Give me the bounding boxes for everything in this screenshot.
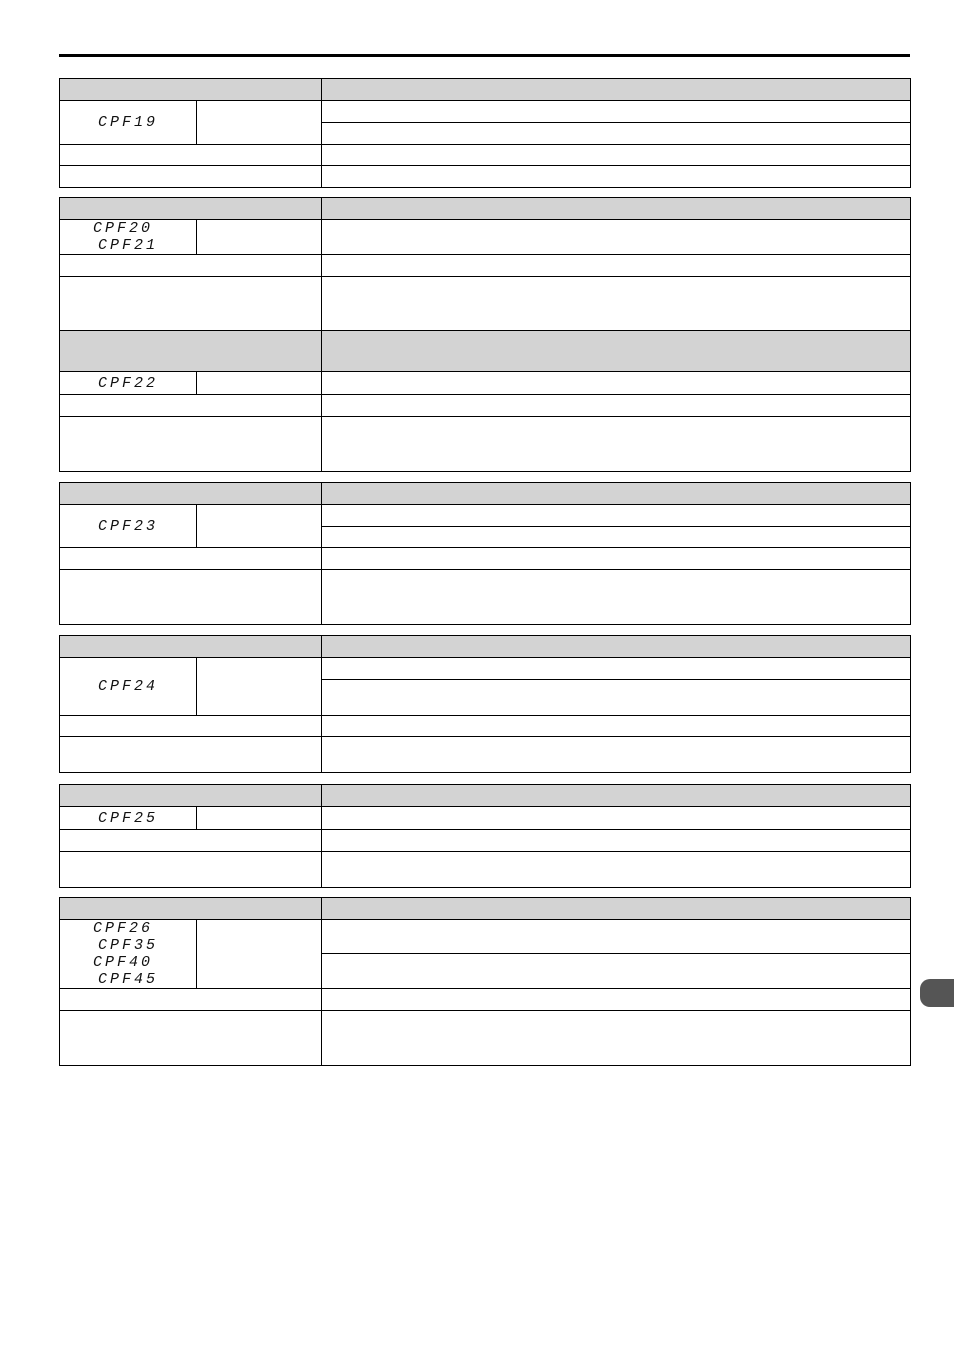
remedy-cell xyxy=(322,166,911,188)
cause-cell xyxy=(60,570,322,625)
section-tab xyxy=(920,979,954,1007)
display-code-cell xyxy=(60,920,197,989)
header-right-cell xyxy=(322,898,911,920)
header-right-cell xyxy=(322,79,911,101)
header-left-cell xyxy=(60,79,322,101)
header-left-cell xyxy=(60,636,322,658)
remedy-cell xyxy=(322,277,911,332)
fault-name-cell xyxy=(197,101,322,145)
description-cell xyxy=(322,220,911,255)
description-cell xyxy=(322,920,911,954)
remedy-cell xyxy=(322,830,911,852)
fault-name-cell xyxy=(197,505,322,548)
header-left-cell xyxy=(60,198,322,220)
display-code: CPF20 xyxy=(92,220,153,237)
fault-table-cpf25 xyxy=(59,784,911,888)
display-code-cell xyxy=(60,658,197,716)
fault-name-cell xyxy=(197,220,322,255)
display-code-cell xyxy=(60,372,197,395)
top-rule xyxy=(59,54,910,57)
header-right-cell xyxy=(322,331,911,372)
display-code-cell xyxy=(60,220,197,255)
fault-name-cell xyxy=(197,372,322,395)
display-code: CPF45 xyxy=(97,971,158,988)
cause-cell xyxy=(60,145,322,166)
description-cell xyxy=(322,101,911,123)
cause-cell xyxy=(60,255,322,277)
header-right-cell xyxy=(322,483,911,505)
description-cell xyxy=(322,658,911,680)
fault-table-cpf19 xyxy=(59,78,911,188)
display-code: CPF23 xyxy=(97,517,158,535)
header-right-cell xyxy=(322,636,911,658)
description-cell xyxy=(322,372,911,395)
cause-cell xyxy=(60,277,322,332)
fault-table-cpf26-45 xyxy=(59,897,911,1066)
fault-name-cell xyxy=(197,807,322,830)
display-code: CPF35 xyxy=(97,937,158,954)
cause-cell xyxy=(60,417,322,472)
description-cell xyxy=(322,807,911,830)
display-code: CPF21 xyxy=(97,237,158,254)
remedy-cell xyxy=(322,989,911,1011)
header-right-cell xyxy=(322,198,911,220)
cause-cell xyxy=(60,830,322,852)
remedy-cell xyxy=(322,737,911,773)
header-left-cell xyxy=(60,331,322,372)
remedy-cell xyxy=(322,395,911,417)
remedy-cell xyxy=(322,145,911,166)
cause-cell xyxy=(60,548,322,570)
cause-cell xyxy=(60,989,322,1011)
fault-table-cpf20-21 xyxy=(59,197,911,332)
remedy-cell xyxy=(322,1011,911,1066)
cause-cell xyxy=(60,166,322,188)
fault-table-cpf22 xyxy=(59,330,911,472)
display-code-cell xyxy=(60,807,197,830)
fault-table-cpf23 xyxy=(59,482,911,625)
remedy-cell xyxy=(322,255,911,277)
cause-cell xyxy=(60,737,322,773)
display-code: CPF22 xyxy=(97,374,158,392)
description-cell xyxy=(322,527,911,548)
description-cell xyxy=(322,680,911,716)
cause-cell xyxy=(60,716,322,737)
display-code: CPF25 xyxy=(97,809,158,827)
header-right-cell xyxy=(322,785,911,807)
display-code: CPF19 xyxy=(97,114,158,131)
remedy-cell xyxy=(322,852,911,888)
description-cell xyxy=(322,123,911,145)
fault-name-cell xyxy=(197,658,322,716)
cause-cell xyxy=(60,852,322,888)
description-cell xyxy=(322,953,911,988)
header-left-cell xyxy=(60,898,322,920)
remedy-cell xyxy=(322,570,911,625)
header-left-cell xyxy=(60,483,322,505)
fault-name-cell xyxy=(197,920,322,989)
description-cell xyxy=(322,505,911,527)
display-code: CPF26 xyxy=(92,920,153,937)
remedy-cell xyxy=(322,716,911,737)
display-code: CPF40 xyxy=(92,954,153,971)
header-left-cell xyxy=(60,785,322,807)
remedy-cell xyxy=(322,417,911,472)
display-code: CPF24 xyxy=(97,678,158,695)
display-code-cell xyxy=(60,101,197,145)
cause-cell xyxy=(60,395,322,417)
remedy-cell xyxy=(322,548,911,570)
display-code-cell xyxy=(60,505,197,548)
fault-table-cpf24 xyxy=(59,635,911,773)
cause-cell xyxy=(60,1011,322,1066)
